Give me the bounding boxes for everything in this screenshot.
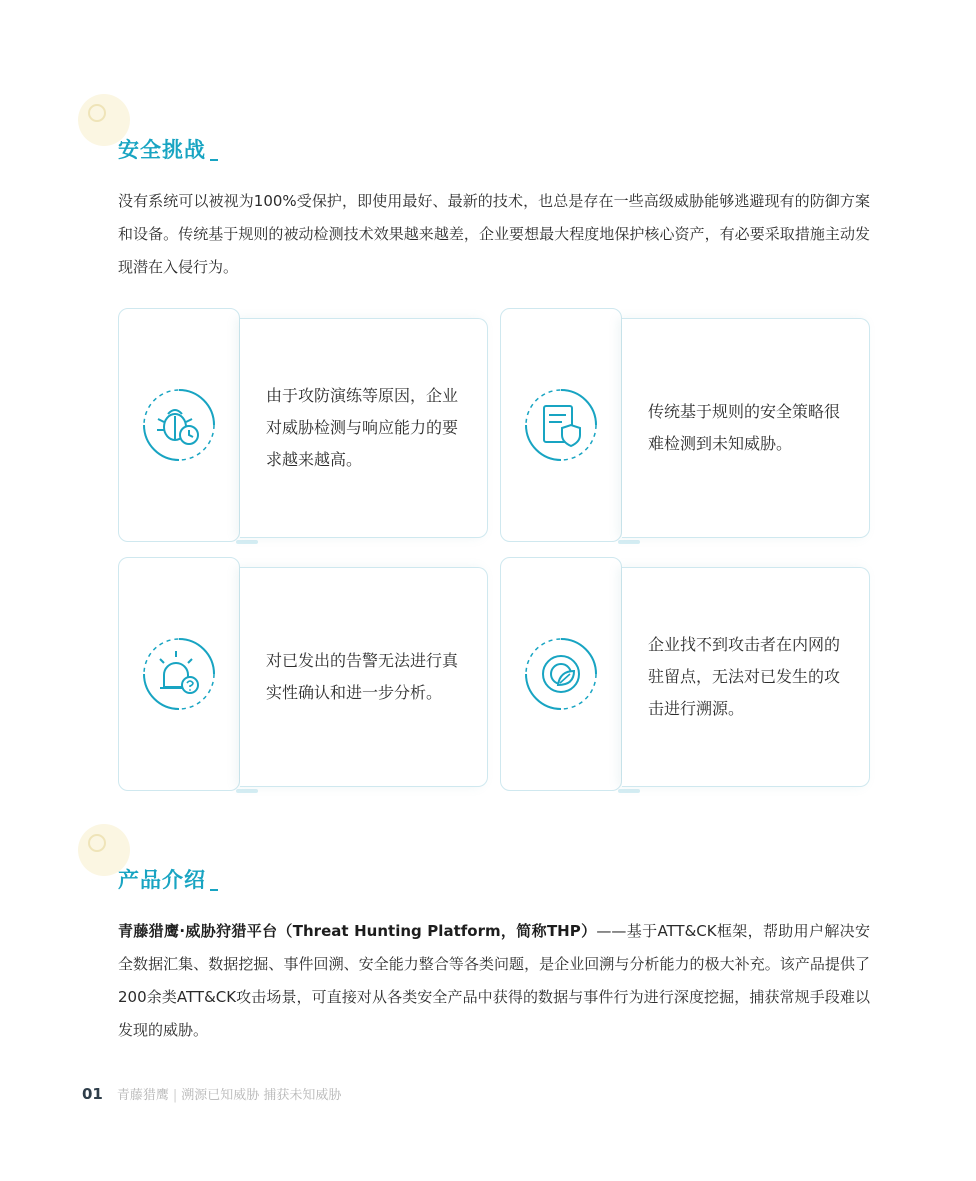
section-title-challenge: 安全挑战 [118,134,218,164]
challenge-card [118,557,488,793]
target-leaf-icon [524,637,598,711]
challenge-card [500,308,870,544]
challenge-intro: 没有系统可以被视为100%受保护，即使用最好、最新的技术，也总是存在一些高级威胁能够逃避现有的防御方案和设备。传统基于规则的被动检测技术效果越来越差，企业要想最大程度地保护核心资产，有必要采取措施主动发现潜在入侵行为。 [118,192,870,276]
card-text: 由于攻防演练等原因，企业对威胁检测与响应能力的要求越来越高。 [266,386,459,469]
page-footer: 01 青藤猎鹰 | 溯源已知威胁 捕获未知威胁 [82,1085,342,1103]
product-name: 青藤猎鹰·威胁狩猎平台（Threat Hunting Platform，简称THP） [118,922,597,940]
page-number: 01 [82,1085,103,1103]
bug-clock-icon [142,388,216,462]
card-text: 传统基于规则的安全策略很难检测到未知威胁。 [648,402,841,453]
product-description: 青藤猎鹰·威胁狩猎平台（Threat Hunting Platform，简称THP）——基于ATT&CK框架，帮助用户解决安全数据汇集、数据挖掘、事件回溯、安全能力整合等各类问题，是企业回溯与分析能力的极大补充。该产品提供了200余类ATT&CK攻击场景，可直接对从各类安全产品中获得的数据与事件行为进行深度挖掘，捕获常规手段难以发现的威胁。 [118,922,871,1039]
challenge-card [500,557,870,793]
document-shield-icon [524,388,598,462]
card-text: 企业找不到攻击者在内网的驻留点，无法对已发生的攻击进行溯源。 [648,635,841,718]
footer-tagline: 溯源已知威胁 捕获未知威胁 [181,1088,342,1103]
card-text: 对已发出的告警无法进行真实性确认和进一步分析。 [266,651,459,702]
challenge-card [118,308,488,544]
alarm-question-icon [142,637,216,711]
footer-brand: 青藤猎鹰 [116,1088,169,1103]
section-title-product: 产品介绍 [118,864,218,894]
